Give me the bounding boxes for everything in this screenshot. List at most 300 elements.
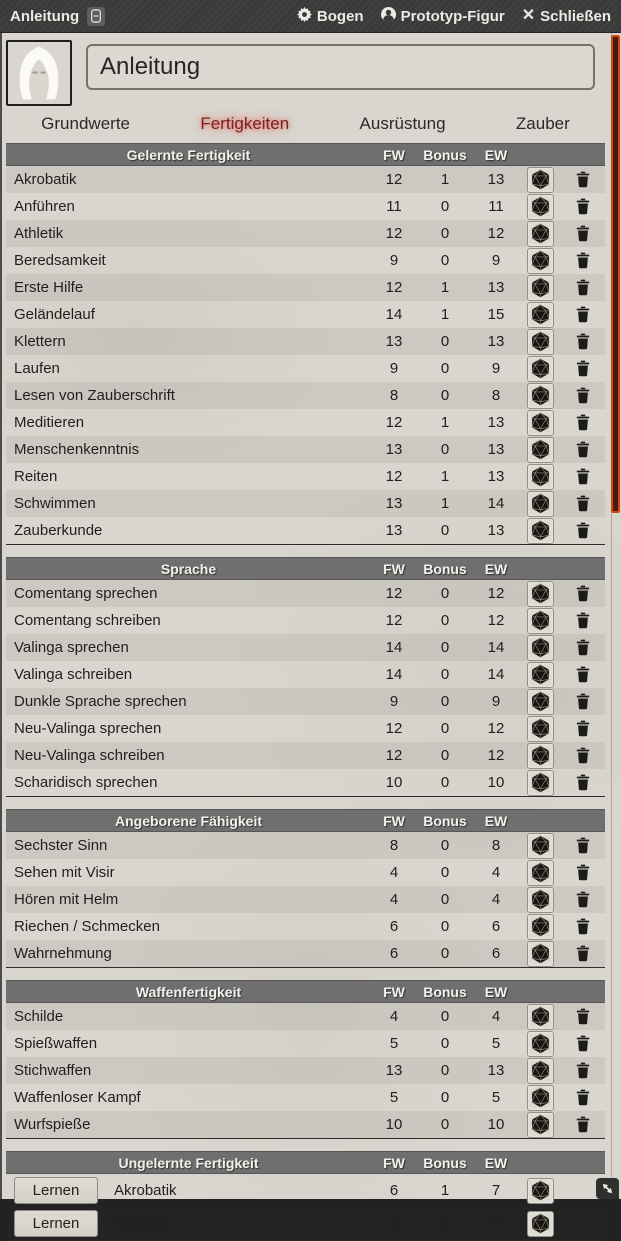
roll-die-button[interactable] xyxy=(527,581,554,607)
fw-value: 6 xyxy=(389,945,399,962)
fw-value: 12 xyxy=(385,279,403,296)
roll-die-button[interactable] xyxy=(527,464,554,490)
ew-value: 13 xyxy=(487,171,505,188)
roll-die-button[interactable] xyxy=(527,410,554,436)
roll-cell xyxy=(519,464,561,490)
d20-die-icon xyxy=(530,439,551,460)
delete-skill-button[interactable] xyxy=(576,585,590,602)
delete-skill-button[interactable] xyxy=(576,495,590,512)
d20-die-icon xyxy=(530,1006,551,1027)
delete-skill-button[interactable] xyxy=(576,864,590,881)
column-header-fw: FW xyxy=(383,812,405,829)
skill-row-neu-valinga-schreiben xyxy=(6,742,605,769)
table-ungelernte-fertigkeit xyxy=(6,1151,605,1241)
d20-die-icon xyxy=(530,223,551,244)
bonus-value: 0 xyxy=(440,441,450,458)
skill-name: Schilde xyxy=(14,1008,64,1025)
delete-skill-button[interactable] xyxy=(576,441,590,458)
table-header xyxy=(6,143,605,166)
figure-button[interactable] xyxy=(381,7,505,26)
sheet-button-label: Bogen xyxy=(316,7,364,25)
roll-die-button[interactable] xyxy=(527,689,554,715)
delete-skill-button[interactable] xyxy=(576,666,590,683)
d20-die-icon xyxy=(530,277,551,298)
delete-skill-button[interactable] xyxy=(576,171,590,188)
delete-skill-button[interactable] xyxy=(576,225,590,242)
column-header-ew: EW xyxy=(484,812,508,829)
roll-cell xyxy=(519,1004,561,1030)
delete-cell xyxy=(561,414,605,431)
delete-cell xyxy=(561,1008,605,1025)
fw-value: 12 xyxy=(385,720,403,737)
d20-die-icon xyxy=(530,862,551,883)
tab-fertigkeiten[interactable]: Fertigkeiten xyxy=(194,112,295,136)
ew-value: 10 xyxy=(487,774,505,791)
skill-row-geländelauf xyxy=(6,301,605,328)
delete-cell xyxy=(561,612,605,629)
delete-skill-button[interactable] xyxy=(576,693,590,710)
roll-die-button[interactable] xyxy=(527,275,554,301)
roll-die-button[interactable] xyxy=(527,437,554,463)
delete-cell xyxy=(561,918,605,935)
tab-grundwerte[interactable]: Grundwerte xyxy=(35,112,136,136)
skill-name: Klettern xyxy=(14,333,66,350)
bonus-value: 0 xyxy=(440,612,450,629)
trash-icon xyxy=(576,774,590,791)
skill-row-reiten xyxy=(6,463,605,490)
roll-cell xyxy=(519,518,561,544)
roll-die-button[interactable] xyxy=(527,383,554,409)
figure-button-label: Prototyp-Figur xyxy=(400,7,505,25)
ew-value: 12 xyxy=(487,747,505,764)
tab-ausrüstung[interactable]: Ausrüstung xyxy=(354,112,452,136)
delete-cell xyxy=(561,387,605,404)
d20-die-icon xyxy=(530,718,551,739)
fw-value: 4 xyxy=(389,1008,399,1025)
roll-cell xyxy=(519,662,561,688)
skill-row-stichwaffen xyxy=(6,1057,605,1084)
trash-icon xyxy=(576,837,590,854)
skill-row-athletik xyxy=(6,220,605,247)
fw-value: 11 xyxy=(386,198,402,215)
avatar[interactable] xyxy=(6,40,72,106)
skill-name: Wurfspieße xyxy=(14,1116,91,1133)
column-header-bonus: Bonus xyxy=(423,812,467,829)
roll-cell xyxy=(519,491,561,517)
roll-die-button[interactable] xyxy=(527,770,554,796)
table-waffenfertigkeit xyxy=(6,980,605,1139)
delete-skill-button[interactable] xyxy=(576,414,590,431)
ew-value: 11 xyxy=(488,198,504,215)
d20-die-icon xyxy=(530,466,551,487)
delete-cell xyxy=(561,333,605,350)
trash-icon xyxy=(576,279,590,296)
close-button[interactable] xyxy=(522,8,611,25)
fw-value: 13 xyxy=(385,495,403,512)
roll-cell xyxy=(519,275,561,301)
roll-die-button[interactable] xyxy=(527,860,554,886)
column-header-fw: FW xyxy=(383,146,405,163)
bonus-value: 0 xyxy=(440,864,450,881)
fw-value: 13 xyxy=(385,1062,403,1079)
roll-cell xyxy=(519,383,561,409)
roll-die-button[interactable] xyxy=(527,518,554,544)
ew-value: 5 xyxy=(491,1035,501,1052)
delete-skill-button[interactable] xyxy=(576,918,590,935)
ew-value: 13 xyxy=(487,441,505,458)
d20-die-icon xyxy=(530,250,551,271)
person-icon xyxy=(381,7,396,26)
roll-cell xyxy=(519,1211,561,1237)
bonus-value: 0 xyxy=(440,225,450,242)
skill-row-dunkle-sprache-sprechen xyxy=(6,688,605,715)
delete-cell xyxy=(561,252,605,269)
table-angeborene-fähigkeit xyxy=(6,809,605,968)
fw-value: 4 xyxy=(389,891,399,908)
delete-skill-button[interactable] xyxy=(576,198,590,215)
delete-skill-button[interactable] xyxy=(576,747,590,764)
delete-skill-button[interactable] xyxy=(576,522,590,539)
delete-cell xyxy=(561,198,605,215)
learn-cell xyxy=(6,1177,106,1204)
skill-name: Beredsamkeit xyxy=(14,252,106,269)
delete-skill-button[interactable] xyxy=(576,468,590,485)
bonus-value: 0 xyxy=(440,891,450,908)
trash-icon xyxy=(576,495,590,512)
d20-die-icon xyxy=(530,385,551,406)
skill-name: Waffenloser Kampf xyxy=(14,1089,141,1106)
trash-icon xyxy=(576,225,590,242)
bonus-value: 0 xyxy=(440,1008,450,1025)
delete-skill-button[interactable] xyxy=(576,1116,590,1133)
delete-cell xyxy=(561,360,605,377)
scrollbar-thumb[interactable] xyxy=(611,35,620,513)
table-header xyxy=(6,1151,605,1174)
skill-name: Schwimmen xyxy=(14,495,96,512)
ew-value: 6 xyxy=(491,918,501,935)
resize-arrows-icon xyxy=(600,1181,615,1196)
delete-cell xyxy=(561,171,605,188)
delete-skill-button[interactable] xyxy=(576,1008,590,1025)
skill-name: Valinga schreiben xyxy=(14,666,133,683)
d20-die-icon xyxy=(530,331,551,352)
skill-row-erste-hilfe xyxy=(6,274,605,301)
bonus-value: 0 xyxy=(440,198,450,215)
skill-row-valinga-schreiben xyxy=(6,661,605,688)
gear-icon xyxy=(297,7,312,26)
ew-value: 8 xyxy=(491,387,501,404)
delete-skill-button[interactable] xyxy=(576,612,590,629)
fw-value: 9 xyxy=(389,360,399,377)
roll-cell xyxy=(519,833,561,859)
skill-row-alchimie xyxy=(6,1207,605,1240)
content-area xyxy=(0,33,621,1232)
roll-cell xyxy=(519,743,561,769)
delete-skill-button[interactable] xyxy=(576,774,590,791)
bonus-value: 1 xyxy=(440,468,450,485)
roll-die-button[interactable] xyxy=(527,302,554,328)
trash-icon xyxy=(576,198,590,215)
tab-zauber[interactable]: Zauber xyxy=(510,112,576,136)
roll-cell xyxy=(519,1058,561,1084)
roll-die-button[interactable] xyxy=(527,743,554,769)
fw-value: 12 xyxy=(385,468,403,485)
roll-cell xyxy=(519,860,561,886)
roll-die-button[interactable] xyxy=(527,356,554,382)
ew-value: 14 xyxy=(487,639,505,656)
skill-name: Akrobatik xyxy=(114,1182,177,1199)
roll-cell xyxy=(519,689,561,715)
table-gelernte-fertigkeit xyxy=(6,143,605,545)
table-title: Sprache xyxy=(160,560,217,577)
bonus-value: 0 xyxy=(440,1062,450,1079)
roll-die-button[interactable] xyxy=(527,1085,554,1111)
fw-value: 14 xyxy=(385,306,403,323)
skill-row-sechster-sinn xyxy=(6,832,605,859)
roll-die-button[interactable] xyxy=(527,1112,554,1138)
delete-skill-button[interactable] xyxy=(576,333,590,350)
delete-cell xyxy=(561,522,605,539)
table-title: Angeborene Fähigkeit xyxy=(114,812,263,829)
d20-die-icon xyxy=(530,691,551,712)
skill-name: Scharidisch sprechen xyxy=(14,774,158,791)
delete-skill-button[interactable] xyxy=(576,306,590,323)
roll-cell xyxy=(519,356,561,382)
delete-cell xyxy=(561,774,605,791)
skill-row-comentang-sprechen xyxy=(6,580,605,607)
delete-skill-button[interactable] xyxy=(576,639,590,656)
column-header-bonus: Bonus xyxy=(423,146,467,163)
fw-value: 12 xyxy=(385,612,403,629)
ew-value: 12 xyxy=(487,720,505,737)
fw-value: 8 xyxy=(389,837,399,854)
column-header-ew: EW xyxy=(484,146,508,163)
skill-name: Comentang schreiben xyxy=(14,612,161,629)
bonus-value: 0 xyxy=(440,666,450,683)
delete-cell xyxy=(561,945,605,962)
table-header xyxy=(6,557,605,580)
skill-row-schwimmen xyxy=(6,490,605,517)
d20-die-icon xyxy=(530,772,551,793)
skill-row-wahrnehmung xyxy=(6,940,605,967)
trash-icon xyxy=(576,414,590,431)
bonus-value: 0 xyxy=(440,387,450,404)
close-button-label: Schließen xyxy=(540,7,611,25)
roll-die-button[interactable] xyxy=(527,608,554,634)
topbar-actions xyxy=(297,7,611,26)
fw-value: 8 xyxy=(389,387,399,404)
roll-cell xyxy=(519,770,561,796)
delete-skill-button[interactable] xyxy=(576,279,590,296)
roll-die-button[interactable] xyxy=(527,1058,554,1084)
roll-cell xyxy=(519,941,561,967)
tab-bar xyxy=(6,112,605,136)
roll-cell xyxy=(519,1178,561,1204)
character-name-input[interactable] xyxy=(86,44,595,90)
fw-value: 12 xyxy=(385,171,403,188)
skill-row-klettern xyxy=(6,328,605,355)
roll-die-button[interactable] xyxy=(527,1178,554,1204)
delete-cell xyxy=(561,1116,605,1133)
d20-die-icon xyxy=(530,745,551,766)
d20-die-icon xyxy=(530,412,551,433)
d20-die-icon xyxy=(530,169,551,190)
column-header-fw: FW xyxy=(383,1154,405,1171)
roll-die-button[interactable] xyxy=(527,329,554,355)
skill-name: Athletik xyxy=(14,225,64,242)
bonus-value: 0 xyxy=(440,918,450,935)
roll-die-button[interactable] xyxy=(527,491,554,517)
scrollbar-track[interactable] xyxy=(611,33,621,1199)
d20-die-icon xyxy=(530,520,551,541)
skill-row-meditieren xyxy=(6,409,605,436)
skill-name: Spießwaffen xyxy=(14,1035,98,1052)
column-header-ew: EW xyxy=(484,560,508,577)
trash-icon xyxy=(576,918,590,935)
roll-die-button[interactable] xyxy=(527,914,554,940)
roll-die-button[interactable] xyxy=(527,1031,554,1057)
d20-die-icon xyxy=(530,664,551,685)
table-sprache xyxy=(6,557,605,797)
roll-cell xyxy=(519,887,561,913)
roll-cell xyxy=(519,1031,561,1057)
ew-value: 12 xyxy=(487,225,505,242)
fw-value: 4 xyxy=(389,864,399,881)
roll-cell xyxy=(519,194,561,220)
delete-skill-button[interactable] xyxy=(576,360,590,377)
trash-icon xyxy=(576,333,590,350)
skill-row-scharidisch-sprechen xyxy=(6,769,605,796)
close-icon: ✕ xyxy=(521,7,536,24)
resize-handle[interactable] xyxy=(596,1178,619,1199)
delete-skill-button[interactable] xyxy=(576,387,590,404)
fw-value: 12 xyxy=(385,585,403,602)
roll-cell xyxy=(519,248,561,274)
trash-icon xyxy=(576,441,590,458)
trash-icon xyxy=(576,891,590,908)
skill-name: Erste Hilfe xyxy=(14,279,84,296)
ew-value: 14 xyxy=(487,666,505,683)
skill-tables xyxy=(6,143,605,1241)
trash-icon xyxy=(576,612,590,629)
d20-die-icon xyxy=(530,304,551,325)
delete-skill-button[interactable] xyxy=(576,1089,590,1106)
bonus-value: 0 xyxy=(440,774,450,791)
skill-name: Wahrnehmung xyxy=(14,945,112,962)
skill-name: Menschenkenntnis xyxy=(14,441,140,458)
bonus-value: 0 xyxy=(440,945,450,962)
d20-die-icon xyxy=(530,1114,551,1135)
column-header-bonus: Bonus xyxy=(423,983,467,1000)
roll-die-button[interactable] xyxy=(527,167,554,193)
ew-value: 7 xyxy=(491,1182,501,1199)
d20-die-icon xyxy=(530,1213,551,1234)
roll-cell xyxy=(519,302,561,328)
skill-row-hören-mit-helm xyxy=(6,886,605,913)
roll-die-button[interactable] xyxy=(527,635,554,661)
ew-value: 4 xyxy=(491,891,501,908)
bonus-value: 0 xyxy=(440,1116,450,1133)
skill-name: Hören mit Helm xyxy=(14,891,119,908)
learn-button[interactable]: Lernen xyxy=(14,1177,98,1204)
d20-die-icon xyxy=(530,835,551,856)
delete-skill-button[interactable] xyxy=(576,1035,590,1052)
skill-name: Neu-Valinga schreiben xyxy=(14,747,165,764)
roll-die-button[interactable] xyxy=(527,716,554,742)
roll-die-button[interactable] xyxy=(527,221,554,247)
trash-icon xyxy=(576,1089,590,1106)
bonus-value: 0 xyxy=(440,693,450,710)
skill-row-beredsamkeit xyxy=(6,247,605,274)
trash-icon xyxy=(576,747,590,764)
delete-skill-button[interactable] xyxy=(576,720,590,737)
skill-name: Lesen von Zauberschrift xyxy=(14,387,175,404)
trash-icon xyxy=(576,522,590,539)
delete-cell xyxy=(561,306,605,323)
d20-die-icon xyxy=(530,889,551,910)
roll-die-button[interactable] xyxy=(527,833,554,859)
delete-cell xyxy=(561,666,605,683)
d20-die-icon xyxy=(530,1180,551,1201)
ew-value: 9 xyxy=(491,252,501,269)
sheet-button[interactable] xyxy=(297,7,364,26)
delete-cell xyxy=(561,720,605,737)
delete-cell xyxy=(561,585,605,602)
delete-cell xyxy=(561,495,605,512)
bonus-value: 0 xyxy=(440,252,450,269)
roll-die-button[interactable] xyxy=(527,248,554,274)
fw-value: 13 xyxy=(385,522,403,539)
delete-skill-button[interactable] xyxy=(576,945,590,962)
skill-name: Zauberkunde xyxy=(14,522,103,539)
trash-icon xyxy=(576,1062,590,1079)
ew-value: 12 xyxy=(487,612,505,629)
ew-value: 5 xyxy=(491,1089,501,1106)
roll-die-button[interactable] xyxy=(527,887,554,913)
roll-die-button[interactable] xyxy=(527,662,554,688)
delete-skill-button[interactable] xyxy=(576,891,590,908)
delete-cell xyxy=(561,891,605,908)
ew-value: 4 xyxy=(491,864,501,881)
learn-button[interactable]: Lernen xyxy=(14,1210,98,1237)
skill-row-menschenkenntnis xyxy=(6,436,605,463)
delete-cell xyxy=(561,747,605,764)
bonus-value: 0 xyxy=(440,720,450,737)
d20-die-icon xyxy=(530,943,551,964)
d20-die-icon xyxy=(530,1087,551,1108)
roll-die-button[interactable] xyxy=(527,941,554,967)
roll-cell xyxy=(519,437,561,463)
delete-cell xyxy=(561,1062,605,1079)
roll-die-button[interactable] xyxy=(527,1211,554,1237)
roll-die-button[interactable] xyxy=(527,1004,554,1030)
d20-die-icon xyxy=(530,583,551,604)
delete-skill-button[interactable] xyxy=(576,252,590,269)
delete-skill-button[interactable] xyxy=(576,1062,590,1079)
delete-skill-button[interactable] xyxy=(576,837,590,854)
ew-value: 13 xyxy=(487,279,505,296)
topbar xyxy=(0,0,621,33)
bonus-value: 0 xyxy=(440,1215,450,1232)
table-title: Waffenfertigkeit xyxy=(135,983,242,1000)
ew-value: 13 xyxy=(487,1062,505,1079)
trash-icon xyxy=(576,666,590,683)
bonus-value: 0 xyxy=(440,1035,450,1052)
roll-die-button[interactable] xyxy=(527,194,554,220)
table-header xyxy=(6,809,605,832)
column-header-bonus: Bonus xyxy=(423,1154,467,1171)
delete-cell xyxy=(561,1089,605,1106)
